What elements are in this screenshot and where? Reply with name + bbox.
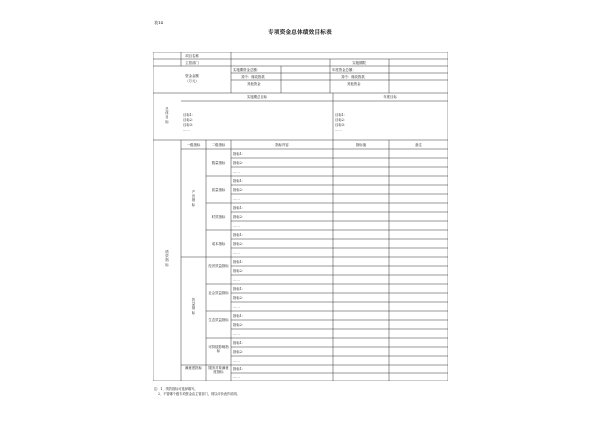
timeliness-indicator-2: 指标2：	[233, 214, 246, 219]
period-label: 实施期限	[352, 60, 366, 65]
economic-indicator-more: ……	[233, 277, 240, 282]
satisfaction-indicator-label: 满意度指标	[185, 365, 202, 370]
year-goal-3: 目标3：	[335, 123, 348, 127]
cost-indicator-2: 指标2：	[233, 241, 246, 246]
period-other-label: 其他资金	[247, 81, 261, 86]
quantity-indicator-2: 指标2：	[233, 160, 246, 165]
social-indicator-label: 社会效益指标	[208, 291, 229, 295]
fund-unit-label: （万元）	[185, 79, 199, 83]
service-satisfaction-indicator-label: 服务对象满意度指标	[208, 365, 229, 374]
timeliness-indicator-more: ……	[233, 223, 240, 228]
economic-indicator-label: 经济效益指标	[208, 264, 229, 268]
sustainable-indicator-1: 指标1：	[233, 340, 246, 345]
period-goal-3: 目标3：	[183, 123, 196, 127]
economic-indicator-1: 指标1：	[233, 259, 246, 264]
satisfaction-indicator-more: ……	[233, 375, 240, 379]
level2-header: 二级指标	[211, 142, 226, 147]
year-goal-2: 目标2：	[335, 118, 348, 122]
project-name-label: 项目名称	[185, 53, 199, 58]
performance-section-label: 绩效指标	[165, 250, 169, 267]
social-indicator-1: 指标1：	[233, 286, 246, 291]
department-label: 主管部门	[185, 60, 199, 65]
timeliness-indicator-label: 时效指标	[211, 214, 226, 219]
page-title: 专项资金总体绩效目标表	[268, 30, 332, 36]
cost-indicator-label: 成本指标	[211, 241, 226, 246]
form-tag: 表14	[154, 20, 164, 25]
quantity-indicator-1: 指标1：	[233, 151, 246, 156]
sustainable-indicator-2: 指标2：	[233, 349, 246, 354]
ecological-indicator-1: 指标1：	[233, 313, 246, 318]
content-header: 指标内容	[275, 142, 289, 147]
period-goal-2: 目标2：	[183, 118, 196, 122]
quantity-indicator-label: 数量指标	[211, 160, 226, 165]
satisfaction-indicator-1: 指标1：	[233, 367, 246, 371]
quality-indicator-label: 质量指标	[211, 187, 226, 192]
benefit-indicator-label: 效益指标	[191, 298, 196, 315]
remark-header: 备注	[415, 142, 422, 147]
note-2: 2、不管哪个级专项资金由主管部门，则以评价表作说明。	[158, 392, 240, 396]
sustainable-indicator-more: ……	[233, 358, 240, 363]
table-grid	[153, 52, 448, 381]
level1-header: 一级指标	[186, 142, 201, 147]
period-goal-more: ……	[183, 128, 190, 132]
year-goal-more: ……	[335, 128, 342, 132]
period-goal-1: 目标1：	[183, 113, 196, 117]
period-fiscal-label: 其中：财政拨款	[241, 74, 265, 79]
quality-indicator-2: 指标2：	[233, 187, 246, 192]
cost-indicator-1: 指标1：	[233, 232, 246, 237]
period-goal-header: 实施期总目标	[246, 94, 268, 99]
year-fiscal-label: 其中：财政拨款	[341, 74, 365, 79]
performance-target-table	[153, 52, 448, 381]
year-goal-header: 年度目标	[383, 94, 397, 99]
overall-goal-section-label: 总体目标	[165, 107, 169, 124]
notes	[154, 387, 240, 397]
value-header: 指标值	[355, 142, 367, 147]
ecological-indicator-label: 生态效益指标	[208, 318, 229, 322]
year-total-label: 年度资金总额：	[332, 67, 356, 72]
year-goal-1: 目标1：	[335, 113, 348, 117]
period-total-label: 实施期资金总额：	[233, 67, 261, 72]
output-indicator-label: 产出指标	[191, 190, 196, 207]
year-other-label: 其他资金	[347, 81, 361, 86]
fund-amount-label: 资金金额	[185, 74, 199, 78]
ecological-indicator-more: ……	[233, 331, 240, 336]
cost-indicator-more: ……	[233, 250, 240, 255]
quality-indicator-more: ……	[233, 196, 240, 201]
social-indicator-more: ……	[233, 304, 240, 309]
economic-indicator-2: 指标2：	[233, 268, 246, 273]
quality-indicator-1: 指标1：	[233, 178, 246, 183]
timeliness-indicator-1: 指标1：	[233, 205, 246, 210]
note-1: 注：1、绩效指标可选择填写。	[154, 387, 198, 391]
ecological-indicator-2: 指标2：	[233, 322, 246, 327]
quantity-indicator-more: ……	[233, 169, 240, 174]
sustainable-indicator-label: 可持续影响指标	[208, 345, 229, 354]
social-indicator-2: 指标2：	[233, 295, 246, 300]
